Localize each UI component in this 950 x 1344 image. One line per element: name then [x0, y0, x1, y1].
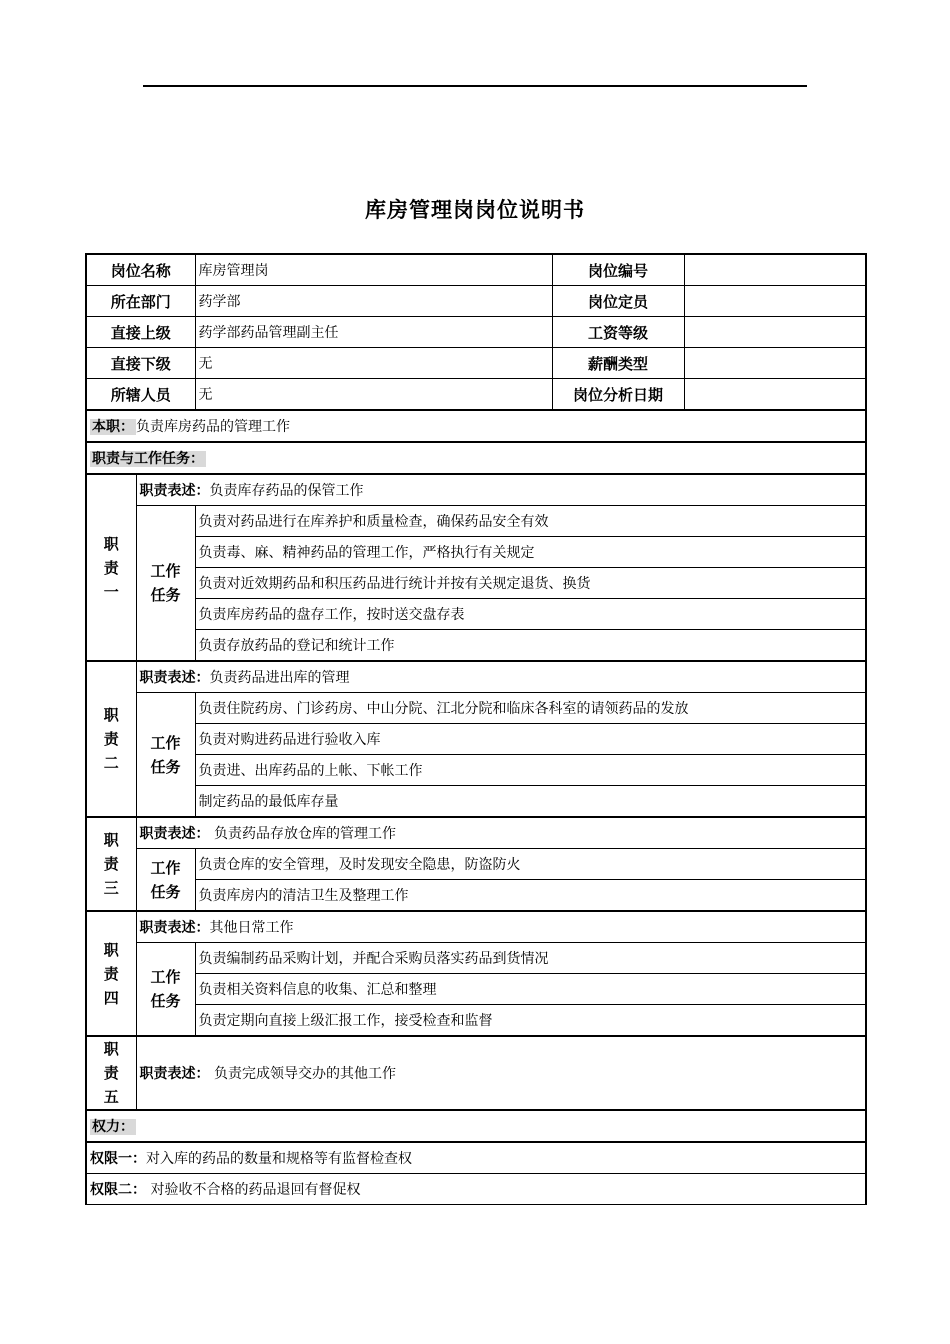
info-row — [86, 379, 866, 411]
task-row — [86, 599, 866, 630]
task-label-cell — [136, 506, 195, 662]
task-label: 工作任务 — [150, 968, 181, 1010]
power-header-row — [86, 1110, 866, 1142]
duty-desc-cell — [136, 1036, 866, 1110]
duty-desc-label: 职责表述： — [139, 670, 210, 686]
power-text: 对入库的药品的数量和规格等有监督检查权 — [146, 1151, 412, 1167]
field-value — [684, 254, 866, 286]
duty-desc-label: 职责表述： — [139, 826, 210, 842]
benzhi-row — [86, 410, 866, 442]
duty-desc-text: 负责完成领导交办的其他工作 — [209, 1066, 396, 1082]
field-label: 岗位编号 — [552, 254, 684, 286]
duty-name — [86, 474, 136, 661]
task-item: 负责相关资料信息的收集、汇总和整理 — [195, 974, 866, 1005]
benzhi-text: 负责库房药品的管理工作 — [136, 419, 290, 435]
duty-desc-row — [86, 1036, 866, 1110]
info-row — [86, 254, 866, 286]
field-value: 无 — [195, 348, 552, 379]
field-value — [684, 348, 866, 379]
field-label: 工资等级 — [552, 317, 684, 348]
duty-desc-row — [86, 474, 866, 506]
duty-name-text: 职责一 — [103, 534, 119, 601]
task-row — [86, 974, 866, 1005]
task-row — [86, 755, 866, 786]
task-item: 负责对购进药品进行验收入库 — [195, 724, 866, 755]
task-label: 工作任务 — [150, 858, 181, 901]
power-label: 权限一： — [90, 1151, 146, 1167]
duty-desc-label: 职责表述： — [139, 920, 210, 936]
duty-desc-cell — [136, 817, 866, 849]
task-label: 工作任务 — [150, 562, 181, 604]
task-row — [86, 786, 866, 818]
field-label: 薪酬类型 — [552, 348, 684, 379]
field-label: 所在部门 — [86, 286, 195, 317]
duty-desc-label: 职责表述： — [139, 1066, 210, 1082]
task-item: 负责进、出库药品的上帐、下帐工作 — [195, 755, 866, 786]
header-rule — [143, 85, 807, 87]
task-row — [86, 849, 866, 880]
task-row — [86, 1005, 866, 1037]
duties-header-row — [86, 442, 866, 474]
task-item: 负责存放药品的登记和统计工作 — [195, 630, 866, 662]
task-row — [86, 630, 866, 662]
task-item: 负责仓库的安全管理，及时发现安全隐患，防盗防火 — [195, 849, 866, 880]
task-row — [86, 506, 866, 537]
duty-desc-row — [86, 661, 866, 693]
task-item: 负责库房内的清洁卫生及整理工作 — [195, 880, 866, 912]
duty-desc-cell — [136, 911, 866, 943]
field-label: 岗位定员 — [552, 286, 684, 317]
duty-desc-text: 其他日常工作 — [209, 920, 294, 936]
duty-name — [86, 661, 136, 817]
duty-name-text: 职责四 — [103, 940, 119, 1007]
field-value: 无 — [195, 379, 552, 411]
field-value: 药学部药品管理副主任 — [195, 317, 552, 348]
duty-desc-cell — [136, 474, 866, 506]
power-cell — [86, 1142, 866, 1174]
task-item: 负责编制药品采购计划，并配合采购员落实药品到货情况 — [195, 943, 866, 974]
info-row — [86, 317, 866, 348]
power-label: 权限二： — [90, 1182, 146, 1198]
task-row — [86, 724, 866, 755]
field-value: 库房管理岗 — [195, 254, 552, 286]
field-value — [684, 379, 866, 411]
benzhi-cell — [86, 410, 866, 442]
task-item: 负责对药品进行在库养护和质量检查，确保药品安全有效 — [195, 506, 866, 537]
field-value — [684, 286, 866, 317]
document-title: 库房管理岗岗位说明书 — [365, 198, 585, 222]
duties-header: 职责与工作任务： — [92, 451, 204, 467]
duty-desc-text: 负责药品存放仓库的管理工作 — [209, 826, 396, 842]
duty-name-text: 职责三 — [103, 831, 119, 897]
field-label: 岗位分析日期 — [552, 379, 684, 411]
field-label: 直接下级 — [86, 348, 195, 379]
task-label: 工作任务 — [150, 733, 181, 776]
info-row — [86, 286, 866, 317]
task-row — [86, 568, 866, 599]
task-item: 制定药品的最低库存量 — [195, 786, 866, 818]
task-label-cell — [136, 849, 195, 912]
task-label-cell — [136, 693, 195, 818]
benzhi-label: 本职： — [92, 419, 134, 435]
task-row — [86, 537, 866, 568]
duty-name — [86, 911, 136, 1036]
power-row — [86, 1142, 866, 1174]
field-label: 岗位名称 — [86, 254, 195, 286]
task-item: 负责库房药品的盘存工作，按时送交盘存表 — [195, 599, 866, 630]
power-cell — [86, 1174, 866, 1205]
task-item: 负责毒、麻、精神药品的管理工作，严格执行有关规定 — [195, 537, 866, 568]
task-row — [86, 693, 866, 724]
task-label-cell — [136, 943, 195, 1037]
duty-desc-row — [86, 911, 866, 943]
duty-name — [86, 1036, 136, 1110]
task-item: 负责定期向直接上级汇报工作，接受检查和监督 — [195, 1005, 866, 1037]
task-item: 负责住院药房、门诊药房、中山分院、江北分院和临床各科室的请领药品的发放 — [195, 693, 866, 724]
duty-desc-text: 负责药品进出库的管理 — [209, 670, 350, 686]
duty-desc-label: 职责表述： — [139, 483, 210, 499]
duty-desc-text: 负责库存药品的保管工作 — [209, 483, 364, 499]
job-description-table — [85, 253, 867, 1205]
duty-desc-cell — [136, 661, 866, 693]
duty-name — [86, 817, 136, 911]
duty-name-text: 职责二 — [103, 706, 119, 772]
power-row — [86, 1174, 866, 1205]
power-header: 权力： — [92, 1119, 134, 1135]
task-row — [86, 943, 866, 974]
field-label: 直接上级 — [86, 317, 195, 348]
power-text: 对验收不合格的药品退回有督促权 — [146, 1182, 361, 1198]
info-row — [86, 348, 866, 379]
task-row — [86, 880, 866, 912]
duty-desc-row — [86, 817, 866, 849]
field-value: 药学部 — [195, 286, 552, 317]
task-item: 负责对近效期药品和积压药品进行统计并按有关规定退货、换货 — [195, 568, 866, 599]
duty-name-text: 职责五 — [103, 1040, 119, 1106]
power-header-cell — [86, 1110, 866, 1142]
field-label: 所辖人员 — [86, 379, 195, 411]
duties-header-cell — [86, 442, 866, 474]
field-value — [684, 317, 866, 348]
